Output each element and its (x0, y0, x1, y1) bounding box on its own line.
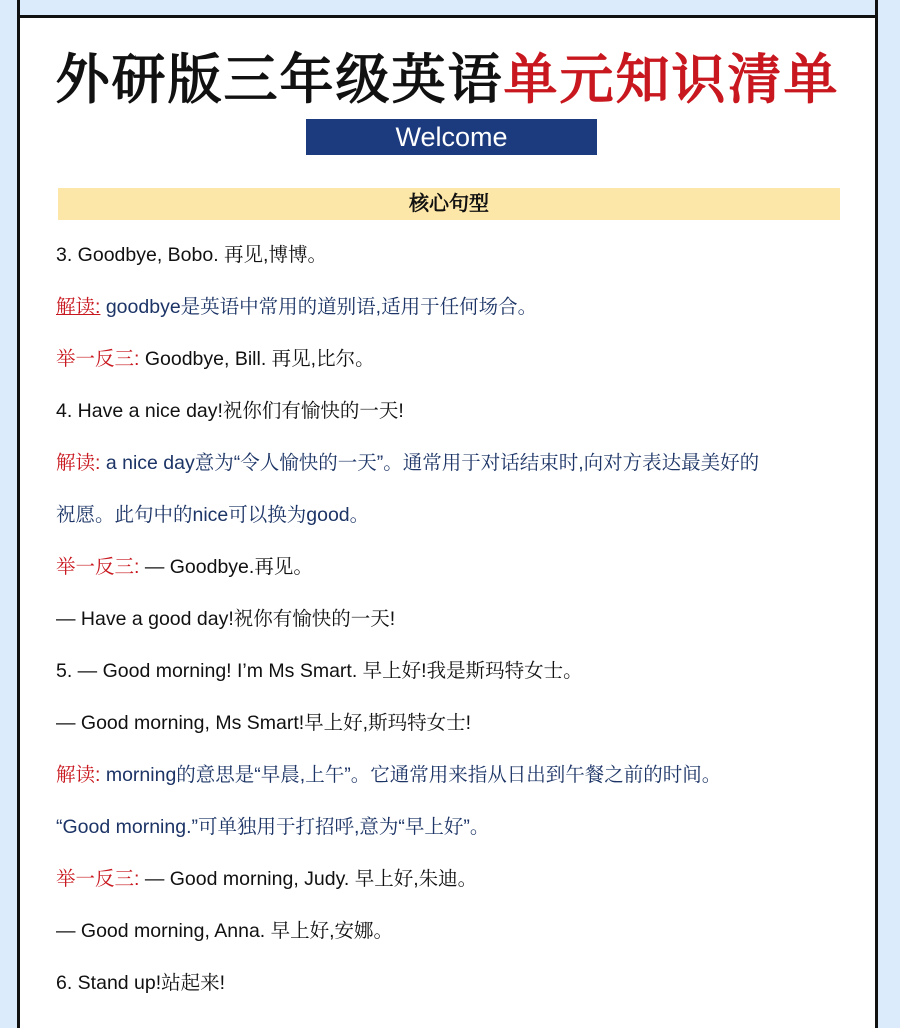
sentence-text: — Good morning, Ms Smart!早上好,斯玛特女士! (56, 712, 471, 734)
sentence-text: 6. Stand up!站起来! (56, 972, 226, 994)
unit-badge: Welcome (306, 119, 597, 155)
sentence-list (56, 234, 856, 1014)
example-text: — Good morning, Judy. 早上好,朱迪。 (139, 868, 478, 890)
list-item (56, 390, 856, 442)
note-text: a nice day意为“令人愉快的一天”。通常用于对话结束时,向对方表达最美好的 (100, 452, 760, 474)
sentence-text: 4. Have a nice day!祝你们有愉快的一天! (56, 400, 404, 422)
list-item (56, 598, 856, 650)
list-item (56, 494, 856, 546)
sentence-text: — Good morning, Anna. 早上好,安娜。 (56, 920, 394, 942)
example-text: Goodbye, Bill. 再见,比尔。 (139, 348, 375, 370)
list-item (56, 546, 856, 598)
note-text: morning的意思是“早晨,上午”。它通常用来指从日出到午餐之前的时间。 (100, 764, 722, 786)
example-text: — Goodbye.再见。 (139, 556, 313, 578)
example-label: 举一反三: (56, 868, 140, 890)
example-label: 举一反三: (56, 348, 140, 370)
page-title-black: 外研版三年级英语 (55, 50, 504, 110)
note-text: 祝愿。此句中的nice可以换为good。 (56, 504, 370, 526)
example-label: 举一反三: (56, 556, 140, 578)
page-title (20, 48, 875, 112)
note-label: 解读: (56, 764, 101, 786)
list-item (56, 702, 856, 754)
knowledge-card (17, 18, 878, 1028)
list-item (56, 286, 856, 338)
list-item (56, 650, 856, 702)
section-header: 核心句型 (58, 188, 840, 220)
note-text: goodbye是英语中常用的道别语,适用于任何场合。 (100, 296, 538, 318)
top-frame-strip (17, 0, 878, 18)
list-item (56, 962, 856, 1014)
note-label[interactable]: 解读: (56, 296, 101, 318)
sentence-text: — Have a good day!祝你有愉快的一天! (56, 608, 396, 630)
list-item (56, 806, 856, 858)
list-item (56, 910, 856, 962)
page-title-red: 单元知识清单 (503, 50, 840, 110)
sentence-text: 5. — Good morning! I’m Ms Smart. 早上好!我是斯玛特女士。 (56, 660, 583, 682)
list-item (56, 442, 856, 494)
list-item (56, 234, 856, 286)
note-label: 解读: (56, 452, 101, 474)
list-item (56, 754, 856, 806)
list-item (56, 338, 856, 390)
sentence-text: 3. Goodbye, Bobo. 再见,博博。 (56, 244, 327, 266)
list-item (56, 858, 856, 910)
note-text: “Good morning.”可单独用于打招呼,意为“早上好”。 (56, 816, 490, 838)
